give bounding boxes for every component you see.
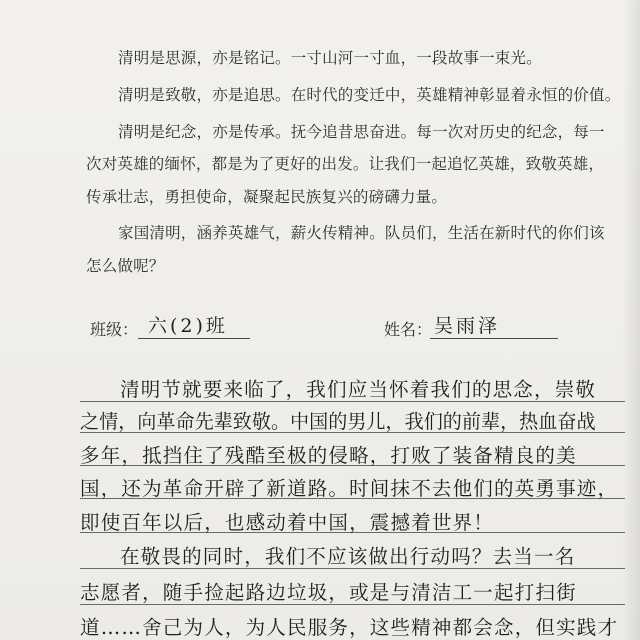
class-value: 六(2)班 bbox=[148, 315, 228, 337]
printed-line: 家国清明，涵养英雄气，薪火传精神。队员们，生活在新时代的你们该 bbox=[118, 224, 605, 242]
handwritten-line: 国，还为革命开辟了新道路。时间抹不去他们的英勇事迹， bbox=[80, 477, 619, 500]
name-underline bbox=[430, 338, 558, 339]
printed-line: 传承壮志，勇担使命，凝聚起民族复兴的磅礴力量。 bbox=[86, 188, 448, 206]
printed-line: 次对英雄的缅怀，都是为了更好的出发。让我们一起追忆英雄，致敬英雄， bbox=[86, 155, 605, 173]
handwritten-line: 道……舍己为人，为人民服务，这些精神都会念，但实践才 bbox=[80, 616, 619, 639]
printed-line: 清明是纪念，亦是传承。抚今追昔思奋进。每一次对历史的纪念，每一 bbox=[118, 123, 605, 141]
handwritten-line: 多年，抵挡住了残酷至极的侵略，打败了装备精良的美 bbox=[80, 444, 577, 467]
class-label: 班级： bbox=[90, 320, 139, 339]
handwritten-line: 之情，向革命先辈致敬。中国的男儿，我们的前辈，热血奋战 bbox=[80, 410, 596, 433]
handwritten-line: 在敬畏的同时，我们不应该做出行动吗？去当一名 bbox=[120, 545, 576, 568]
name-value: 吴雨泽 bbox=[434, 315, 501, 337]
page-shadow bbox=[622, 0, 640, 640]
name-label: 姓名： bbox=[384, 320, 433, 339]
printed-line: 怎么做呢？ bbox=[86, 257, 165, 275]
handwritten-line: 清明节就要来临了，我们应当怀着我们的思念，崇敬 bbox=[120, 378, 597, 401]
handwritten-line: 志愿者，随手捡起路边垃圾，或是与清洁工一起打扫街 bbox=[80, 581, 577, 604]
class-underline bbox=[138, 338, 250, 339]
printed-line: 清明是致敬，亦是追思。在时代的变迁中，英雄精神彰显着永恒的价值。 bbox=[118, 86, 621, 104]
handwritten-line: 即使百年以后，也感动着中国，震撼着世界！ bbox=[80, 511, 495, 534]
printed-line: 清明是思源，亦是铭记。一寸山河一寸血，一段故事一束光。 bbox=[118, 49, 542, 67]
